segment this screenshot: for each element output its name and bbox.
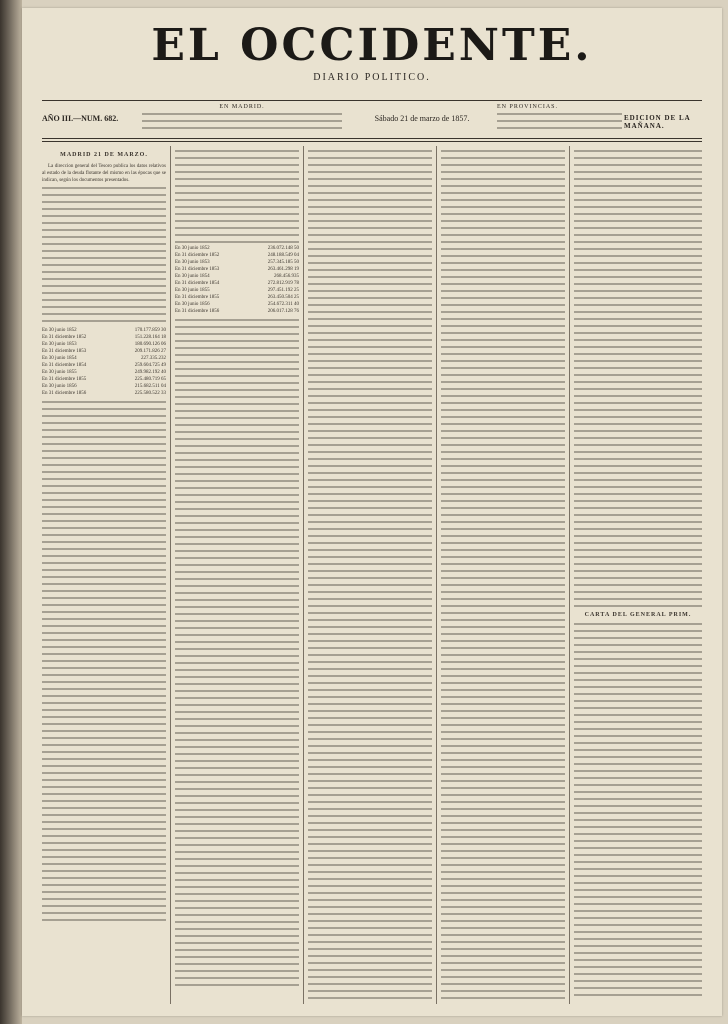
newspaper-page: [22, 8, 722, 1016]
province-price-text: [497, 113, 622, 131]
table-row: [42, 376, 166, 383]
row-label: En 30 junio 1856: [175, 302, 210, 307]
row-value: 209.171.826 27: [134, 349, 166, 354]
intro-paragraph: La direccion general del Tesoro publica los datos relativos al estado de la deuda flotante del mismo en las épocas que se indican, según los documentos presentados.: [42, 164, 166, 183]
edition-label: EDICION DE LA MAÑANA.: [624, 114, 691, 130]
row-value: 257.345.185 50: [267, 260, 299, 265]
row-label: En 31 diciembre 1855: [42, 377, 87, 382]
row-label: En 31 diciembre 1854: [42, 363, 87, 368]
debt-table-2: [175, 245, 299, 315]
body-text-block: [175, 319, 299, 989]
province-prices: [497, 104, 622, 134]
dateline: MADRID 21 DE MARZO.: [60, 152, 148, 158]
body-text-block: [308, 150, 432, 1000]
info-bottom-rule-2: [42, 141, 702, 142]
book-binding: [0, 0, 22, 1024]
row-value: 215.682.511 04: [134, 384, 166, 389]
table-row: [175, 280, 299, 287]
table-row: [42, 334, 166, 341]
table-row: [175, 294, 299, 301]
row-label: En 31 diciembre 1852: [175, 253, 220, 258]
row-value: 248.188.549 04: [267, 253, 299, 258]
body-text-block: [175, 150, 299, 245]
row-value: 263.450.504 25: [267, 295, 299, 300]
column-3: [308, 150, 432, 1000]
row-label: En 31 diciembre 1854: [175, 281, 220, 286]
row-label: En 30 junio 1855: [42, 370, 77, 375]
row-label: En 31 diciembre 1856: [42, 391, 87, 396]
debt-table-1: [42, 327, 166, 397]
column-rule: [436, 146, 437, 1004]
newspaper-title: EL OCCIDENTE.: [151, 20, 593, 71]
row-value: 249.982.192 40: [134, 370, 166, 375]
madrid-prices: [142, 104, 342, 134]
table-row: [42, 355, 166, 362]
issue-date: Sábado 21 de marzo de 1857.: [374, 114, 470, 123]
row-value: 170.177.859 30: [134, 328, 166, 333]
top-rule: [42, 100, 702, 101]
madrid-price-text: [142, 113, 342, 131]
table-row: [42, 390, 166, 397]
body-text-block: [42, 401, 166, 921]
row-value: 272.812.919 78: [267, 281, 299, 286]
table-row: [175, 287, 299, 294]
row-label: En 30 junio 1854: [42, 356, 77, 361]
body-text-block: [574, 623, 702, 1000]
body-text-block: [42, 187, 166, 327]
row-value: 297.451.192 25: [267, 288, 299, 293]
row-label: En 31 diciembre 1855: [175, 295, 220, 300]
row-label: En 30 junio 1853: [175, 260, 210, 265]
newspaper-subtitle: DIARIO POLITICO.: [313, 72, 431, 83]
date-cell: [347, 114, 497, 144]
row-value: 180.690.126 06: [134, 342, 166, 347]
row-value: 263.461.298 19: [267, 267, 299, 272]
row-value: 227.335.232: [141, 356, 166, 361]
table-row: [42, 327, 166, 334]
row-value: 236.072.148 50: [267, 246, 299, 251]
section-heading: CARTA DEL GENERAL PRIM.: [584, 612, 692, 618]
madrid-heading: EN MADRID.: [219, 104, 265, 110]
row-value: 254.672.311 40: [267, 302, 299, 307]
table-row: [175, 273, 299, 280]
table-row: [42, 383, 166, 390]
row-value: 151.228.164 18: [134, 335, 166, 340]
row-label: En 30 junio 1852: [42, 328, 77, 333]
row-label: En 30 junio 1855: [175, 288, 210, 293]
table-row: [42, 348, 166, 355]
row-label: En 31 diciembre 1856: [175, 309, 220, 314]
info-bottom-rule: [42, 138, 702, 139]
province-heading: EN PROVINCIAS.: [497, 104, 559, 110]
column-rule: [569, 146, 570, 1004]
row-label: En 31 diciembre 1853: [175, 267, 220, 272]
body-text-block: [441, 150, 565, 1000]
column-rule: [303, 146, 304, 1004]
column-2: [175, 150, 299, 1000]
issue-number: AÑO III.—NUM. 682.: [42, 114, 119, 123]
row-label: En 30 junio 1854: [175, 274, 210, 279]
row-value: 259.604.725 49: [134, 363, 166, 368]
row-label: En 31 diciembre 1853: [42, 349, 87, 354]
row-value: 268.456.935: [274, 274, 299, 279]
table-row: [175, 308, 299, 315]
table-row: [42, 341, 166, 348]
row-label: En 31 diciembre 1852: [42, 335, 87, 340]
masthead: [22, 22, 722, 83]
body-text-block: [574, 150, 702, 610]
row-label: En 30 junio 1852: [175, 246, 210, 251]
table-row: [175, 259, 299, 266]
subscription-bar: [42, 104, 702, 134]
table-row: [175, 301, 299, 308]
edition-cell: [624, 114, 704, 144]
table-row: [42, 369, 166, 376]
row-label: En 30 junio 1856: [42, 384, 77, 389]
table-row: [175, 252, 299, 259]
issue-cell: [42, 104, 142, 134]
table-row: [175, 245, 299, 252]
row-value: 206.017.128 76: [267, 309, 299, 314]
table-row: [42, 362, 166, 369]
row-value: 225.480.719 65: [134, 377, 166, 382]
row-label: En 30 junio 1853: [42, 342, 77, 347]
column-5: [574, 150, 702, 1000]
column-rule: [170, 146, 171, 1004]
column-4: [441, 150, 565, 1000]
table-row: [175, 266, 299, 273]
row-value: 225.580.522 33: [134, 391, 166, 396]
column-1: [42, 150, 166, 1000]
